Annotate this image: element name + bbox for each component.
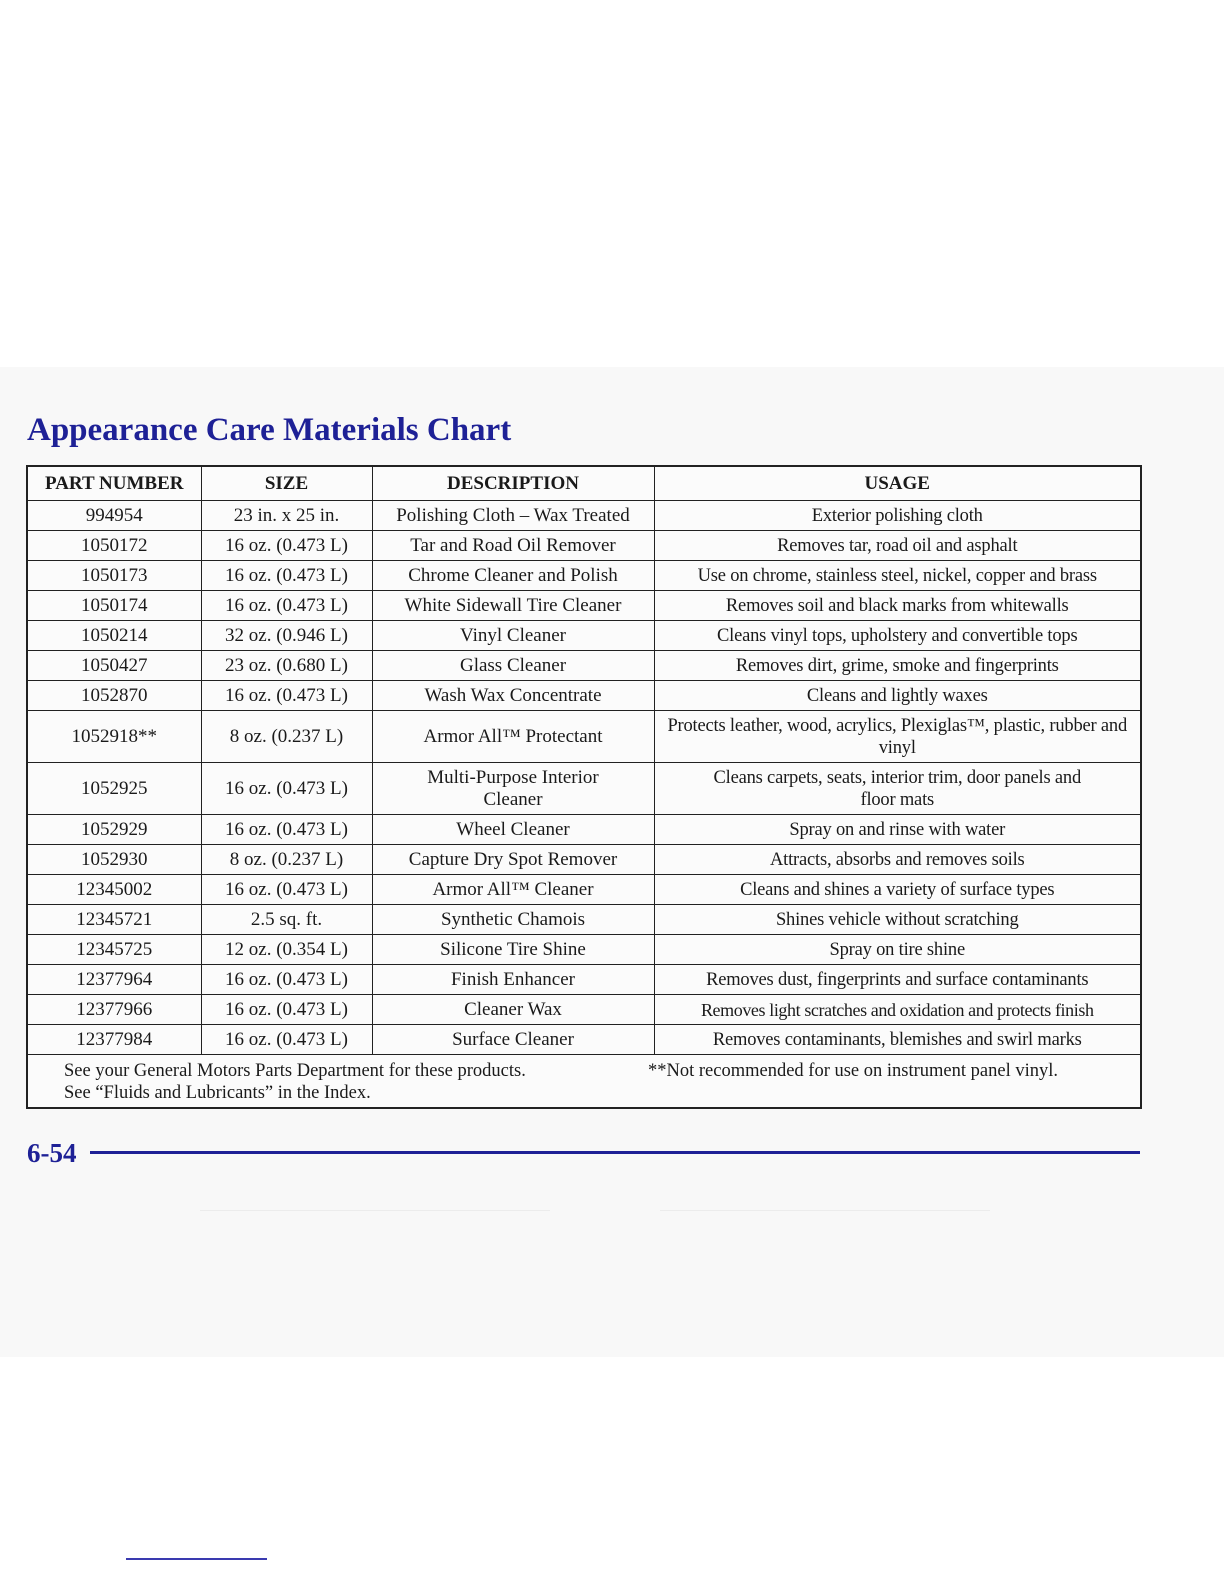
cell-size: 32 oz. (0.946 L) [201, 621, 372, 651]
table-row [27, 965, 1141, 995]
faint-divider [200, 1210, 550, 1211]
cell-size: 8 oz. (0.237 L) [201, 711, 372, 763]
cell-description: Armor All™ Protectant [372, 711, 654, 763]
cell-description: Silicone Tire Shine [372, 935, 654, 965]
cell-size: 16 oz. (0.473 L) [201, 995, 372, 1025]
cell-description: Wheel Cleaner [372, 815, 654, 845]
cell-usage: Protects leather, wood, acrylics, Plexiglas™, plastic, rubber and vinyl [654, 711, 1141, 763]
cell-description: Synthetic Chamois [372, 905, 654, 935]
table-row [27, 561, 1141, 591]
cell-part-number: 1052918** [27, 711, 201, 763]
table-row [27, 845, 1141, 875]
cell-part-number: 994954 [27, 501, 201, 531]
cell-description: White Sidewall Tire Cleaner [372, 591, 654, 621]
footnote-block [64, 1060, 1126, 1104]
cell-part-number: 12377984 [27, 1025, 201, 1055]
cell-part-number: 1052925 [27, 763, 201, 815]
cell-usage: Attracts, absorbs and removes soils [654, 845, 1141, 875]
cell-size: 16 oz. (0.473 L) [201, 681, 372, 711]
cell-usage: Removes dirt, grime, smoke and fingerprints [654, 651, 1141, 681]
cell-description: Tar and Road Oil Remover [372, 531, 654, 561]
cell-part-number: 1052930 [27, 845, 201, 875]
table-row [27, 681, 1141, 711]
cell-part-number: 1050174 [27, 591, 201, 621]
cell-size: 23 in. x 25 in. [201, 501, 372, 531]
table-row [27, 995, 1141, 1025]
cell-size: 16 oz. (0.473 L) [201, 965, 372, 995]
table-row [27, 763, 1141, 815]
cell-usage: Spray on and rinse with water [654, 815, 1141, 845]
cell-description: Vinyl Cleaner [372, 621, 654, 651]
footnote-instrument-panel-warning: **Not recommended for use on instrument panel vinyl. [648, 1061, 1058, 1081]
cell-size: 16 oz. (0.473 L) [201, 875, 372, 905]
cell-usage: Removes soil and black marks from whitewalls [654, 591, 1141, 621]
cell-part-number: 1050173 [27, 561, 201, 591]
footnote-cell [27, 1055, 1141, 1109]
cell-description: Capture Dry Spot Remover [372, 845, 654, 875]
cell-description: Finish Enhancer [372, 965, 654, 995]
page-number-rule [90, 1151, 1140, 1154]
page-number: 6-54 [27, 1138, 77, 1168]
header-usage: USAGE [654, 466, 1141, 501]
cell-usage: Removes contaminants, blemishes and swirl marks [654, 1025, 1141, 1055]
table-row [27, 591, 1141, 621]
header-description: DESCRIPTION [372, 466, 654, 501]
table-header-row [27, 466, 1141, 501]
cell-usage: Cleans vinyl tops, upholstery and convertible tops [654, 621, 1141, 651]
table-row [27, 621, 1141, 651]
table-row [27, 651, 1141, 681]
bottom-rule [126, 1558, 267, 1560]
cell-description: Chrome Cleaner and Polish [372, 561, 654, 591]
cell-usage: Cleans and lightly waxes [654, 681, 1141, 711]
cell-size: 16 oz. (0.473 L) [201, 531, 372, 561]
cell-size: 12 oz. (0.354 L) [201, 935, 372, 965]
cell-part-number: 12345002 [27, 875, 201, 905]
cell-size: 16 oz. (0.473 L) [201, 815, 372, 845]
cell-description: Surface Cleaner [372, 1025, 654, 1055]
cell-usage: Cleans carpets, seats, interior trim, door panels and floor mats [654, 763, 1141, 815]
cell-description: Wash Wax Concentrate [372, 681, 654, 711]
materials-chart-table [26, 465, 1142, 1109]
cell-part-number: 1052929 [27, 815, 201, 845]
footnote-parts-department: See your General Motors Parts Department for these products. [64, 1061, 526, 1081]
cell-usage: Removes tar, road oil and asphalt [654, 531, 1141, 561]
table-row [27, 711, 1141, 763]
faint-divider [660, 1210, 990, 1211]
footnote-row [27, 1055, 1141, 1109]
table-row [27, 815, 1141, 845]
footnote-fluids-reference: See “Fluids and Lubricants” in the Index. [64, 1083, 371, 1103]
header-part-number: PART NUMBER [27, 466, 201, 501]
table-row [27, 501, 1141, 531]
table-row [27, 935, 1141, 965]
cell-part-number: 12377964 [27, 965, 201, 995]
cell-usage: Spray on tire shine [654, 935, 1141, 965]
cell-part-number: 12345721 [27, 905, 201, 935]
cell-size: 16 oz. (0.473 L) [201, 1025, 372, 1055]
cell-usage: Cleans and shines a variety of surface types [654, 875, 1141, 905]
cell-description: Multi-Purpose Interior Cleaner [372, 763, 654, 815]
cell-description: Armor All™ Cleaner [372, 875, 654, 905]
cell-part-number: 1050214 [27, 621, 201, 651]
cell-description: Polishing Cloth – Wax Treated [372, 501, 654, 531]
cell-usage: Use on chrome, stainless steel, nickel, copper and brass [654, 561, 1141, 591]
cell-size: 23 oz. (0.680 L) [201, 651, 372, 681]
header-size: SIZE [201, 466, 372, 501]
cell-description: Cleaner Wax [372, 995, 654, 1025]
cell-size: 16 oz. (0.473 L) [201, 591, 372, 621]
cell-description: Glass Cleaner [372, 651, 654, 681]
cell-size: 2.5 sq. ft. [201, 905, 372, 935]
cell-size: 16 oz. (0.473 L) [201, 763, 372, 815]
cell-part-number: 1050172 [27, 531, 201, 561]
cell-usage: Shines vehicle without scratching [654, 905, 1141, 935]
table-row [27, 875, 1141, 905]
cell-part-number: 12377966 [27, 995, 201, 1025]
cell-size: 16 oz. (0.473 L) [201, 561, 372, 591]
cell-usage: Exterior polishing cloth [654, 501, 1141, 531]
cell-part-number: 12345725 [27, 935, 201, 965]
cell-size: 8 oz. (0.237 L) [201, 845, 372, 875]
table-row [27, 905, 1141, 935]
table-row [27, 531, 1141, 561]
cell-part-number: 1050427 [27, 651, 201, 681]
cell-usage: Removes light scratches and oxidation and protects finish [654, 995, 1141, 1025]
table-row [27, 1025, 1141, 1055]
page-title: Appearance Care Materials Chart [27, 412, 512, 448]
cell-part-number: 1052870 [27, 681, 201, 711]
cell-usage: Removes dust, fingerprints and surface contaminants [654, 965, 1141, 995]
